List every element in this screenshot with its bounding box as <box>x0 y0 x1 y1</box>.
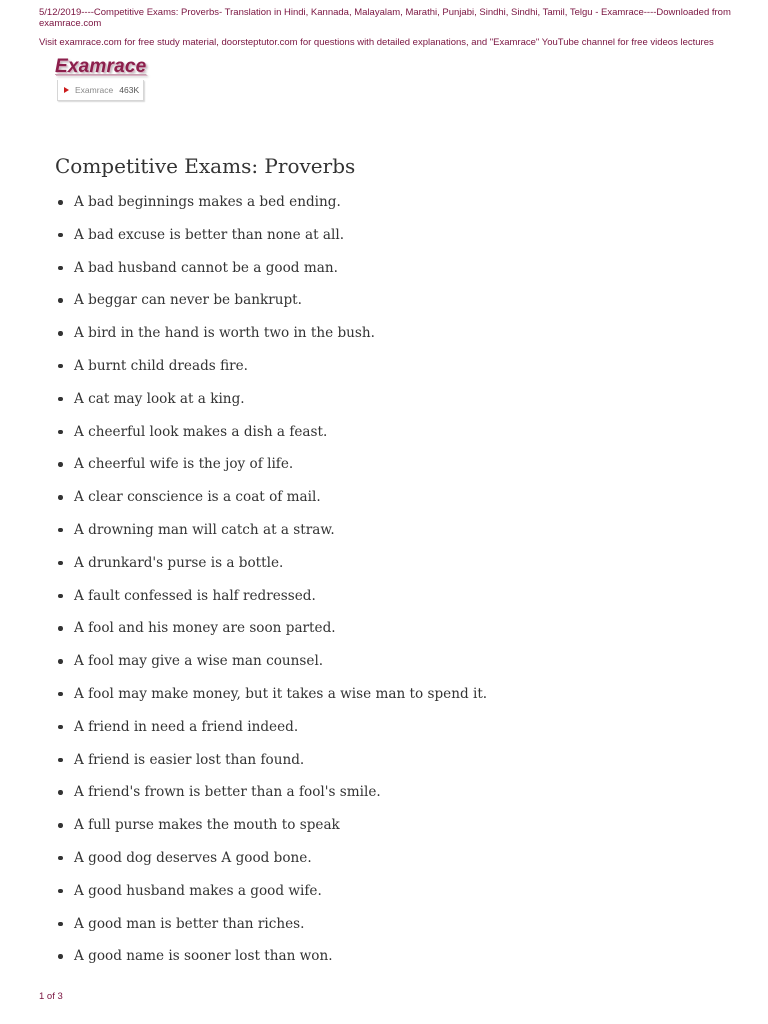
youtube-channel-name[interactable]: Examrace <box>75 85 114 95</box>
list-item <box>0 484 487 517</box>
proverb-text: A beggar can never be bankrupt. <box>74 292 302 309</box>
bullet-icon <box>58 889 63 894</box>
list-item <box>0 222 487 255</box>
list-item <box>0 812 487 845</box>
bullet-icon <box>58 528 63 533</box>
list-item <box>0 517 487 550</box>
bullet-icon <box>58 856 63 861</box>
proverb-text: A bird in the hand is worth two in the bush. <box>74 325 375 342</box>
proverb-text: A fool and his money are soon parted. <box>74 620 336 637</box>
bullet-icon <box>58 790 63 795</box>
list-item <box>0 320 487 353</box>
list-item <box>0 845 487 878</box>
proverb-text: A friend in need a friend indeed. <box>74 718 299 735</box>
header-source-text: 5/12/2019----Competitive Exams: Proverbs- Translation in Hindi, Kannada, Malayalam, Marathi, Punjabi, Sindhi, Sindhi, Tamil, Telgu - Examrace----Downloaded from examrace.com <box>39 7 731 29</box>
proverb-text: A clear conscience is a coat of mail. <box>74 489 321 506</box>
list-item <box>0 287 487 320</box>
proverb-text: A bad excuse is better than none at all. <box>74 226 345 243</box>
proverb-text: A drowning man will catch at a straw. <box>74 521 335 538</box>
bullet-icon <box>58 823 63 828</box>
bullet-icon <box>58 758 63 763</box>
list-item <box>0 779 487 812</box>
proverb-text: A friend's frown is better than a fool's smile. <box>74 784 381 801</box>
promo-line[interactable] <box>39 37 739 48</box>
list-item <box>0 583 487 616</box>
proverb-text: A fool may give a wise man counsel. <box>74 653 324 670</box>
proverb-text: A full purse makes the mouth to speak <box>74 817 340 834</box>
proverb-text: A bad husband cannot be a good man. <box>74 259 338 276</box>
list-item <box>0 911 487 944</box>
bullet-icon <box>58 725 63 730</box>
proverb-text: A good man is better than riches. <box>74 915 305 932</box>
proverb-list <box>0 189 487 976</box>
youtube-play-icon <box>64 87 69 93</box>
proverb-text: A cheerful wife is the joy of life. <box>74 456 294 473</box>
bullet-icon <box>58 954 63 959</box>
bullet-icon <box>58 462 63 467</box>
youtube-subscriber-count: 463K <box>119 85 140 95</box>
bullet-icon <box>58 397 63 402</box>
list-item <box>0 943 487 976</box>
proverb-text: A cat may look at a king. <box>74 390 245 407</box>
list-item <box>0 189 487 222</box>
bullet-icon <box>58 200 63 205</box>
bullet-icon <box>58 233 63 238</box>
list-item <box>0 714 487 747</box>
page-header-line <box>39 7 739 29</box>
bullet-icon <box>58 430 63 435</box>
list-item <box>0 419 487 452</box>
examrace-logo[interactable]: Examrace <box>55 56 147 77</box>
proverb-text: A good dog deserves A good bone. <box>74 849 312 866</box>
bullet-icon <box>58 922 63 927</box>
bullet-icon <box>58 298 63 303</box>
page-title: Competitive Exams: Proverbs <box>55 154 356 178</box>
bullet-icon <box>58 659 63 664</box>
bullet-icon <box>58 364 63 369</box>
page-number: 1 of 3 <box>39 991 63 1002</box>
list-item <box>0 386 487 419</box>
promo-text[interactable]: Visit examrace.com for free study material, doorsteptutor.com for questions with detailed explanations, and "Examrace" YouTube channel for free videos lectures <box>39 37 714 48</box>
proverb-text: A fool may make money, but it takes a wise man to spend it. <box>74 685 488 702</box>
bullet-icon <box>58 626 63 631</box>
list-item <box>0 255 487 288</box>
list-item <box>0 681 487 714</box>
proverb-text: A bad beginnings makes a bed ending. <box>74 194 341 210</box>
proverb-text: A good husband makes a good wife. <box>74 882 322 899</box>
bullet-icon <box>58 692 63 697</box>
bullet-icon <box>58 594 63 599</box>
proverb-text: A drunkard's purse is a bottle. <box>74 554 284 571</box>
proverb-text: A fault confessed is half redressed. <box>74 587 316 604</box>
bullet-icon <box>58 495 63 500</box>
list-item <box>0 747 487 780</box>
bullet-icon <box>58 561 63 566</box>
proverb-text: A burnt child dreads fire. <box>74 357 248 374</box>
list-item <box>0 550 487 583</box>
list-item <box>0 615 487 648</box>
youtube-subscribe-widget[interactable] <box>57 80 144 101</box>
proverb-text: A good name is sooner lost than won. <box>74 948 333 965</box>
list-item <box>0 353 487 386</box>
bullet-icon <box>58 266 63 271</box>
list-item <box>0 451 487 484</box>
bullet-icon <box>58 331 63 336</box>
proverb-text: A friend is easier lost than found. <box>74 751 305 768</box>
proverb-text: A cheerful look makes a dish a feast. <box>74 423 328 440</box>
list-item <box>0 648 487 681</box>
list-item <box>0 878 487 911</box>
